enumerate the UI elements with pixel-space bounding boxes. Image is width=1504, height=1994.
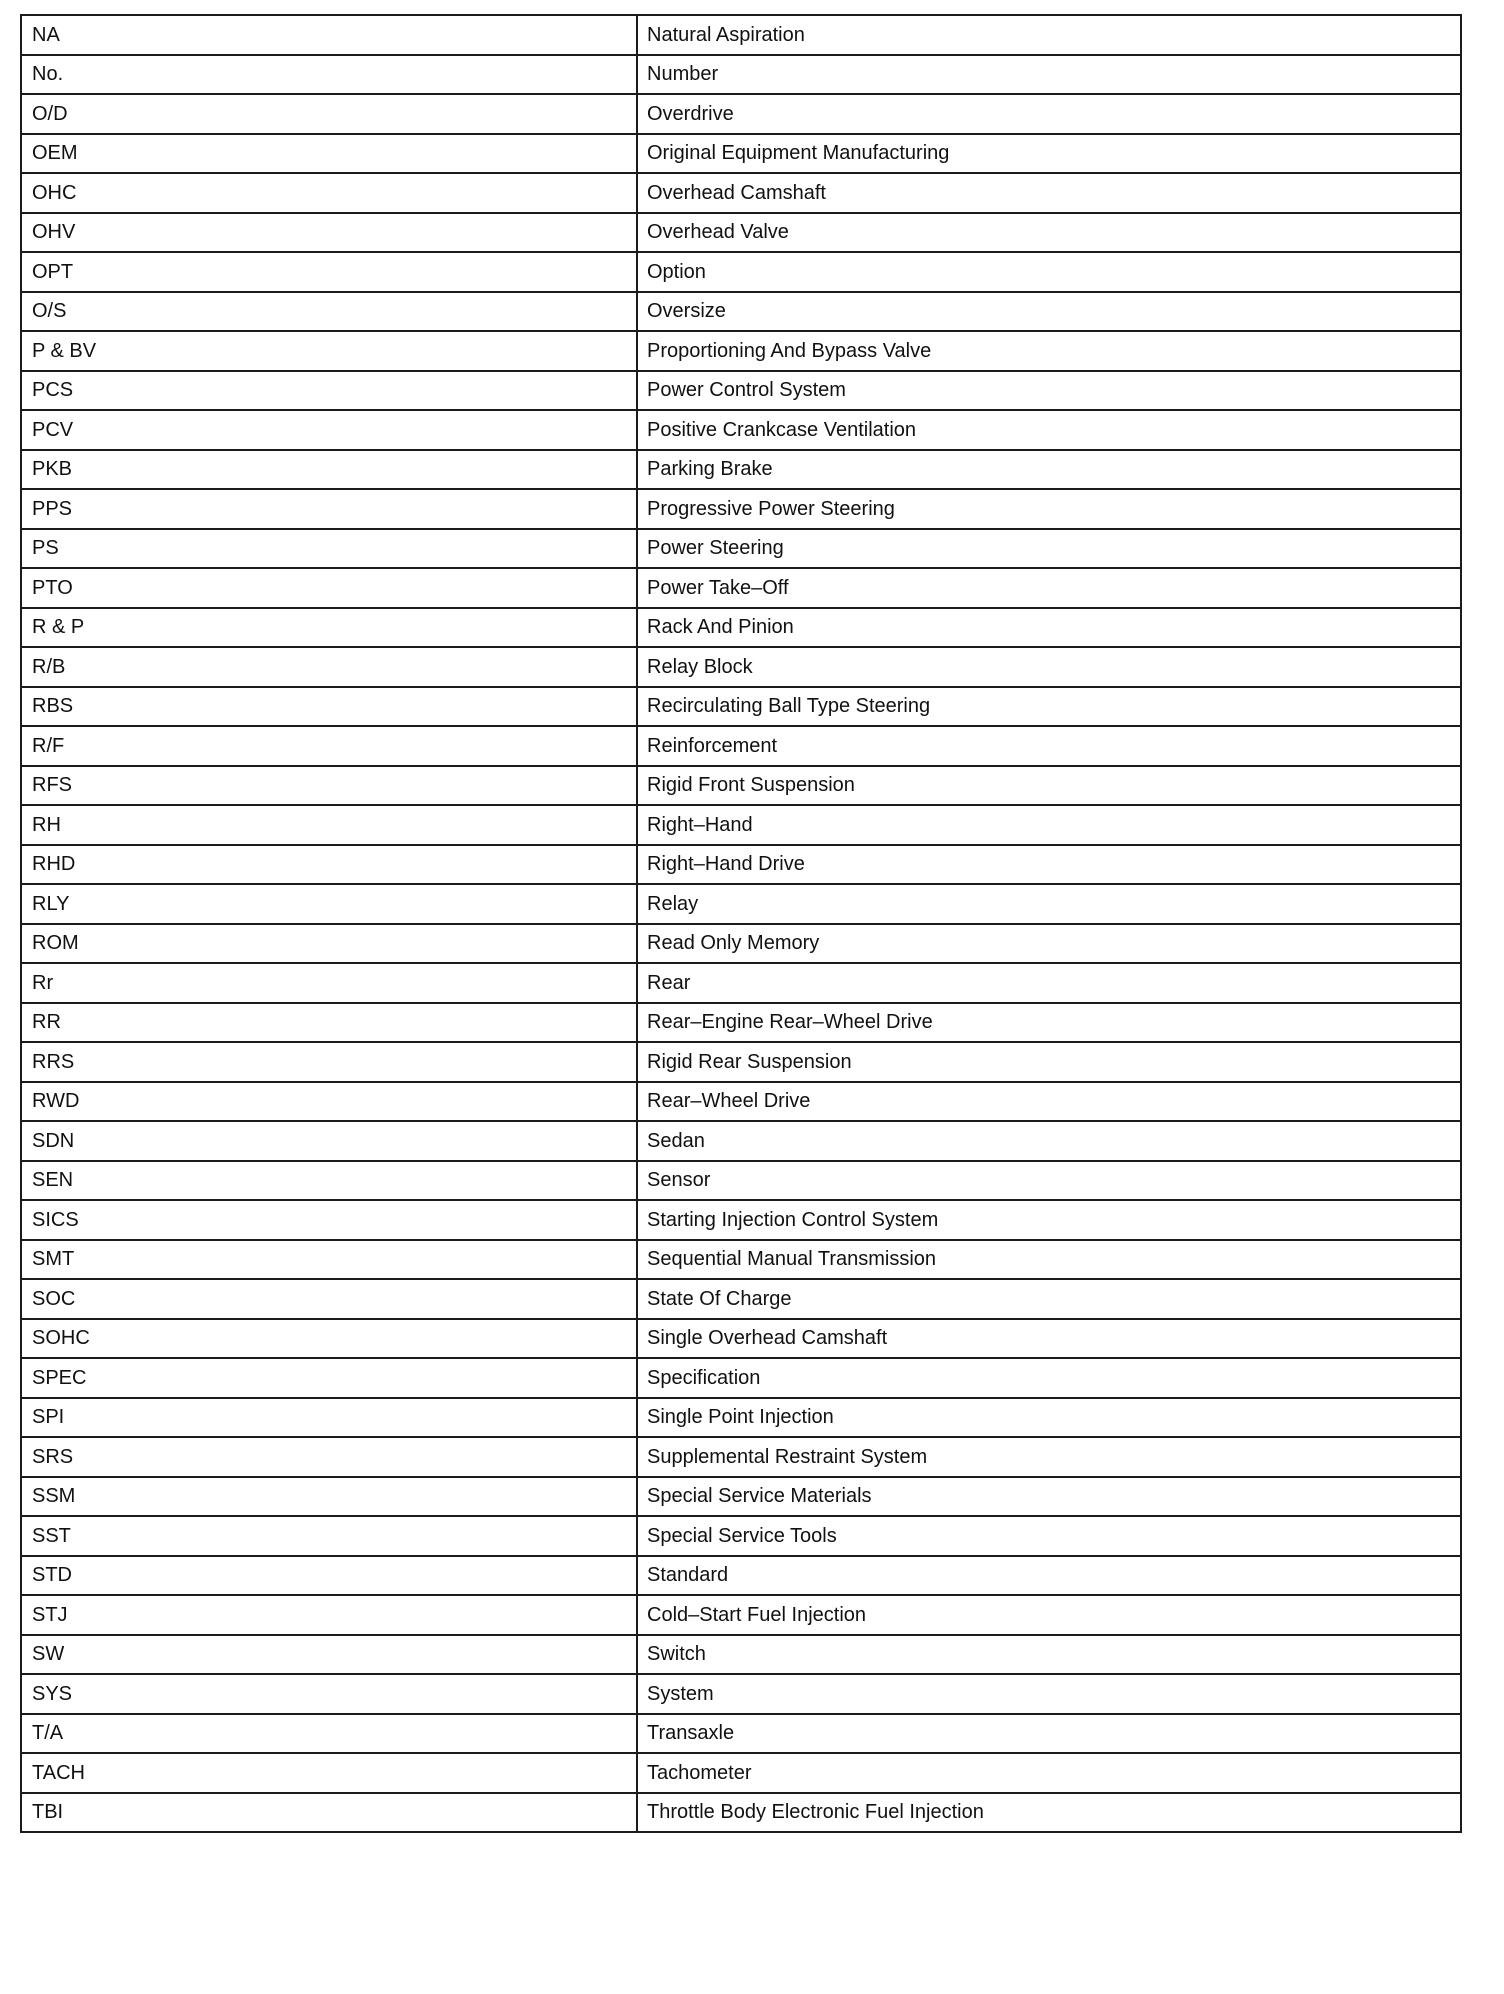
meaning-cell: Power Steering bbox=[637, 529, 1461, 569]
abbreviation-cell: O/D bbox=[21, 94, 637, 134]
table-row bbox=[21, 1003, 1461, 1043]
meaning-cell: Starting Injection Control System bbox=[637, 1200, 1461, 1240]
abbreviation-cell: OPT bbox=[21, 252, 637, 292]
abbreviation-cell: RH bbox=[21, 805, 637, 845]
meaning-cell: State Of Charge bbox=[637, 1279, 1461, 1319]
abbreviation-cell: T/A bbox=[21, 1714, 637, 1754]
table-row bbox=[21, 1556, 1461, 1596]
table-row bbox=[21, 489, 1461, 529]
abbreviation-cell: TBI bbox=[21, 1793, 637, 1833]
abbreviation-cell: RLY bbox=[21, 884, 637, 924]
abbreviation-cell: OHC bbox=[21, 173, 637, 213]
meaning-cell: Positive Crankcase Ventilation bbox=[637, 410, 1461, 450]
abbreviation-cell: RBS bbox=[21, 687, 637, 727]
table-row bbox=[21, 134, 1461, 174]
meaning-cell: Rigid Rear Suspension bbox=[637, 1042, 1461, 1082]
meaning-cell: System bbox=[637, 1674, 1461, 1714]
table-row bbox=[21, 1161, 1461, 1201]
table-row bbox=[21, 15, 1461, 55]
table-row bbox=[21, 1319, 1461, 1359]
table-row bbox=[21, 1714, 1461, 1754]
abbreviation-cell: SDN bbox=[21, 1121, 637, 1161]
abbreviation-cell: SYS bbox=[21, 1674, 637, 1714]
table-row bbox=[21, 1082, 1461, 1122]
table-row bbox=[21, 1358, 1461, 1398]
meaning-cell: Rear–Wheel Drive bbox=[637, 1082, 1461, 1122]
abbreviation-cell: RR bbox=[21, 1003, 637, 1043]
abbreviation-cell: Rr bbox=[21, 963, 637, 1003]
meaning-cell: Sequential Manual Transmission bbox=[637, 1240, 1461, 1280]
abbreviation-cell: PTO bbox=[21, 568, 637, 608]
meaning-cell: Relay Block bbox=[637, 647, 1461, 687]
meaning-cell: Sedan bbox=[637, 1121, 1461, 1161]
meaning-cell: Natural Aspiration bbox=[637, 15, 1461, 55]
meaning-cell: Switch bbox=[637, 1635, 1461, 1675]
meaning-cell: Power Control System bbox=[637, 371, 1461, 411]
table-row bbox=[21, 1477, 1461, 1517]
abbreviation-cell: PKB bbox=[21, 450, 637, 490]
abbreviation-cell: PCV bbox=[21, 410, 637, 450]
meaning-cell: Special Service Tools bbox=[637, 1516, 1461, 1556]
meaning-cell: Oversize bbox=[637, 292, 1461, 332]
abbreviation-cell: PS bbox=[21, 529, 637, 569]
table-row bbox=[21, 766, 1461, 806]
meaning-cell: Single Overhead Camshaft bbox=[637, 1319, 1461, 1359]
abbreviation-cell: NA bbox=[21, 15, 637, 55]
meaning-cell: Cold–Start Fuel Injection bbox=[637, 1595, 1461, 1635]
table-row bbox=[21, 1674, 1461, 1714]
abbreviation-cell: P & BV bbox=[21, 331, 637, 371]
abbreviation-cell: RRS bbox=[21, 1042, 637, 1082]
meaning-cell: Right–Hand Drive bbox=[637, 845, 1461, 885]
table-row bbox=[21, 1793, 1461, 1833]
abbreviation-cell: R/B bbox=[21, 647, 637, 687]
table-row bbox=[21, 55, 1461, 95]
table-row bbox=[21, 1042, 1461, 1082]
table-row bbox=[21, 450, 1461, 490]
table-row bbox=[21, 173, 1461, 213]
abbreviation-cell: STJ bbox=[21, 1595, 637, 1635]
table-row bbox=[21, 529, 1461, 569]
abbreviation-cell: PCS bbox=[21, 371, 637, 411]
meaning-cell: Overhead Valve bbox=[637, 213, 1461, 253]
meaning-cell: Rack And Pinion bbox=[637, 608, 1461, 648]
abbreviation-cell: OHV bbox=[21, 213, 637, 253]
meaning-cell: Tachometer bbox=[637, 1753, 1461, 1793]
table-row bbox=[21, 410, 1461, 450]
abbreviation-cell: RHD bbox=[21, 845, 637, 885]
meaning-cell: Special Service Materials bbox=[637, 1477, 1461, 1517]
table-row bbox=[21, 1121, 1461, 1161]
abbreviation-cell: OEM bbox=[21, 134, 637, 174]
meaning-cell: Right–Hand bbox=[637, 805, 1461, 845]
abbreviation-cell: SW bbox=[21, 1635, 637, 1675]
meaning-cell: Original Equipment Manufacturing bbox=[637, 134, 1461, 174]
table-row bbox=[21, 647, 1461, 687]
meaning-cell: Progressive Power Steering bbox=[637, 489, 1461, 529]
abbreviation-cell: PPS bbox=[21, 489, 637, 529]
table-row bbox=[21, 252, 1461, 292]
abbreviation-cell: SICS bbox=[21, 1200, 637, 1240]
meaning-cell: Relay bbox=[637, 884, 1461, 924]
meaning-cell: Option bbox=[637, 252, 1461, 292]
meaning-cell: Standard bbox=[637, 1556, 1461, 1596]
meaning-cell: Throttle Body Electronic Fuel Injection bbox=[637, 1793, 1461, 1833]
table-row bbox=[21, 371, 1461, 411]
table-row bbox=[21, 1200, 1461, 1240]
table-row bbox=[21, 292, 1461, 332]
meaning-cell: Overhead Camshaft bbox=[637, 173, 1461, 213]
abbreviation-cell: SPI bbox=[21, 1398, 637, 1438]
table-row bbox=[21, 1279, 1461, 1319]
table-row bbox=[21, 924, 1461, 964]
table-row bbox=[21, 94, 1461, 134]
abbreviation-cell: RWD bbox=[21, 1082, 637, 1122]
table-row bbox=[21, 1437, 1461, 1477]
table-row bbox=[21, 1398, 1461, 1438]
table-row bbox=[21, 331, 1461, 371]
table-row bbox=[21, 845, 1461, 885]
abbreviation-cell: SMT bbox=[21, 1240, 637, 1280]
meaning-cell: Proportioning And Bypass Valve bbox=[637, 331, 1461, 371]
meaning-cell: Transaxle bbox=[637, 1714, 1461, 1754]
abbreviation-cell: TACH bbox=[21, 1753, 637, 1793]
table-row bbox=[21, 963, 1461, 1003]
meaning-cell: Power Take–Off bbox=[637, 568, 1461, 608]
table-row bbox=[21, 726, 1461, 766]
table-row bbox=[21, 1516, 1461, 1556]
abbreviation-cell: SEN bbox=[21, 1161, 637, 1201]
table-row bbox=[21, 1635, 1461, 1675]
meaning-cell: Rear bbox=[637, 963, 1461, 1003]
meaning-cell: Specification bbox=[637, 1358, 1461, 1398]
table-row bbox=[21, 568, 1461, 608]
abbreviation-cell: SSM bbox=[21, 1477, 637, 1517]
meaning-cell: Reinforcement bbox=[637, 726, 1461, 766]
abbreviation-cell: SRS bbox=[21, 1437, 637, 1477]
table-row bbox=[21, 213, 1461, 253]
abbreviation-cell: SOHC bbox=[21, 1319, 637, 1359]
abbreviation-cell: O/S bbox=[21, 292, 637, 332]
abbreviation-cell: SST bbox=[21, 1516, 637, 1556]
abbreviation-table bbox=[20, 14, 1462, 1833]
abbreviation-cell: SOC bbox=[21, 1279, 637, 1319]
meaning-cell: Parking Brake bbox=[637, 450, 1461, 490]
abbreviation-cell: RFS bbox=[21, 766, 637, 806]
abbreviation-cell: No. bbox=[21, 55, 637, 95]
abbreviation-cell: ROM bbox=[21, 924, 637, 964]
abbreviation-cell: STD bbox=[21, 1556, 637, 1596]
abbreviation-cell: R/F bbox=[21, 726, 637, 766]
meaning-cell: Rear–Engine Rear–Wheel Drive bbox=[637, 1003, 1461, 1043]
abbreviation-table-container bbox=[20, 14, 1462, 1833]
meaning-cell: Single Point Injection bbox=[637, 1398, 1461, 1438]
meaning-cell: Recirculating Ball Type Steering bbox=[637, 687, 1461, 727]
table-row bbox=[21, 687, 1461, 727]
meaning-cell: Sensor bbox=[637, 1161, 1461, 1201]
meaning-cell: Rigid Front Suspension bbox=[637, 766, 1461, 806]
table-row bbox=[21, 1240, 1461, 1280]
table-row bbox=[21, 884, 1461, 924]
abbreviation-cell: R & P bbox=[21, 608, 637, 648]
table-row bbox=[21, 1753, 1461, 1793]
meaning-cell: Overdrive bbox=[637, 94, 1461, 134]
meaning-cell: Number bbox=[637, 55, 1461, 95]
table-row bbox=[21, 1595, 1461, 1635]
meaning-cell: Read Only Memory bbox=[637, 924, 1461, 964]
meaning-cell: Supplemental Restraint System bbox=[637, 1437, 1461, 1477]
table-row bbox=[21, 805, 1461, 845]
abbreviation-table-body bbox=[21, 15, 1461, 1832]
table-row bbox=[21, 608, 1461, 648]
abbreviation-cell: SPEC bbox=[21, 1358, 637, 1398]
